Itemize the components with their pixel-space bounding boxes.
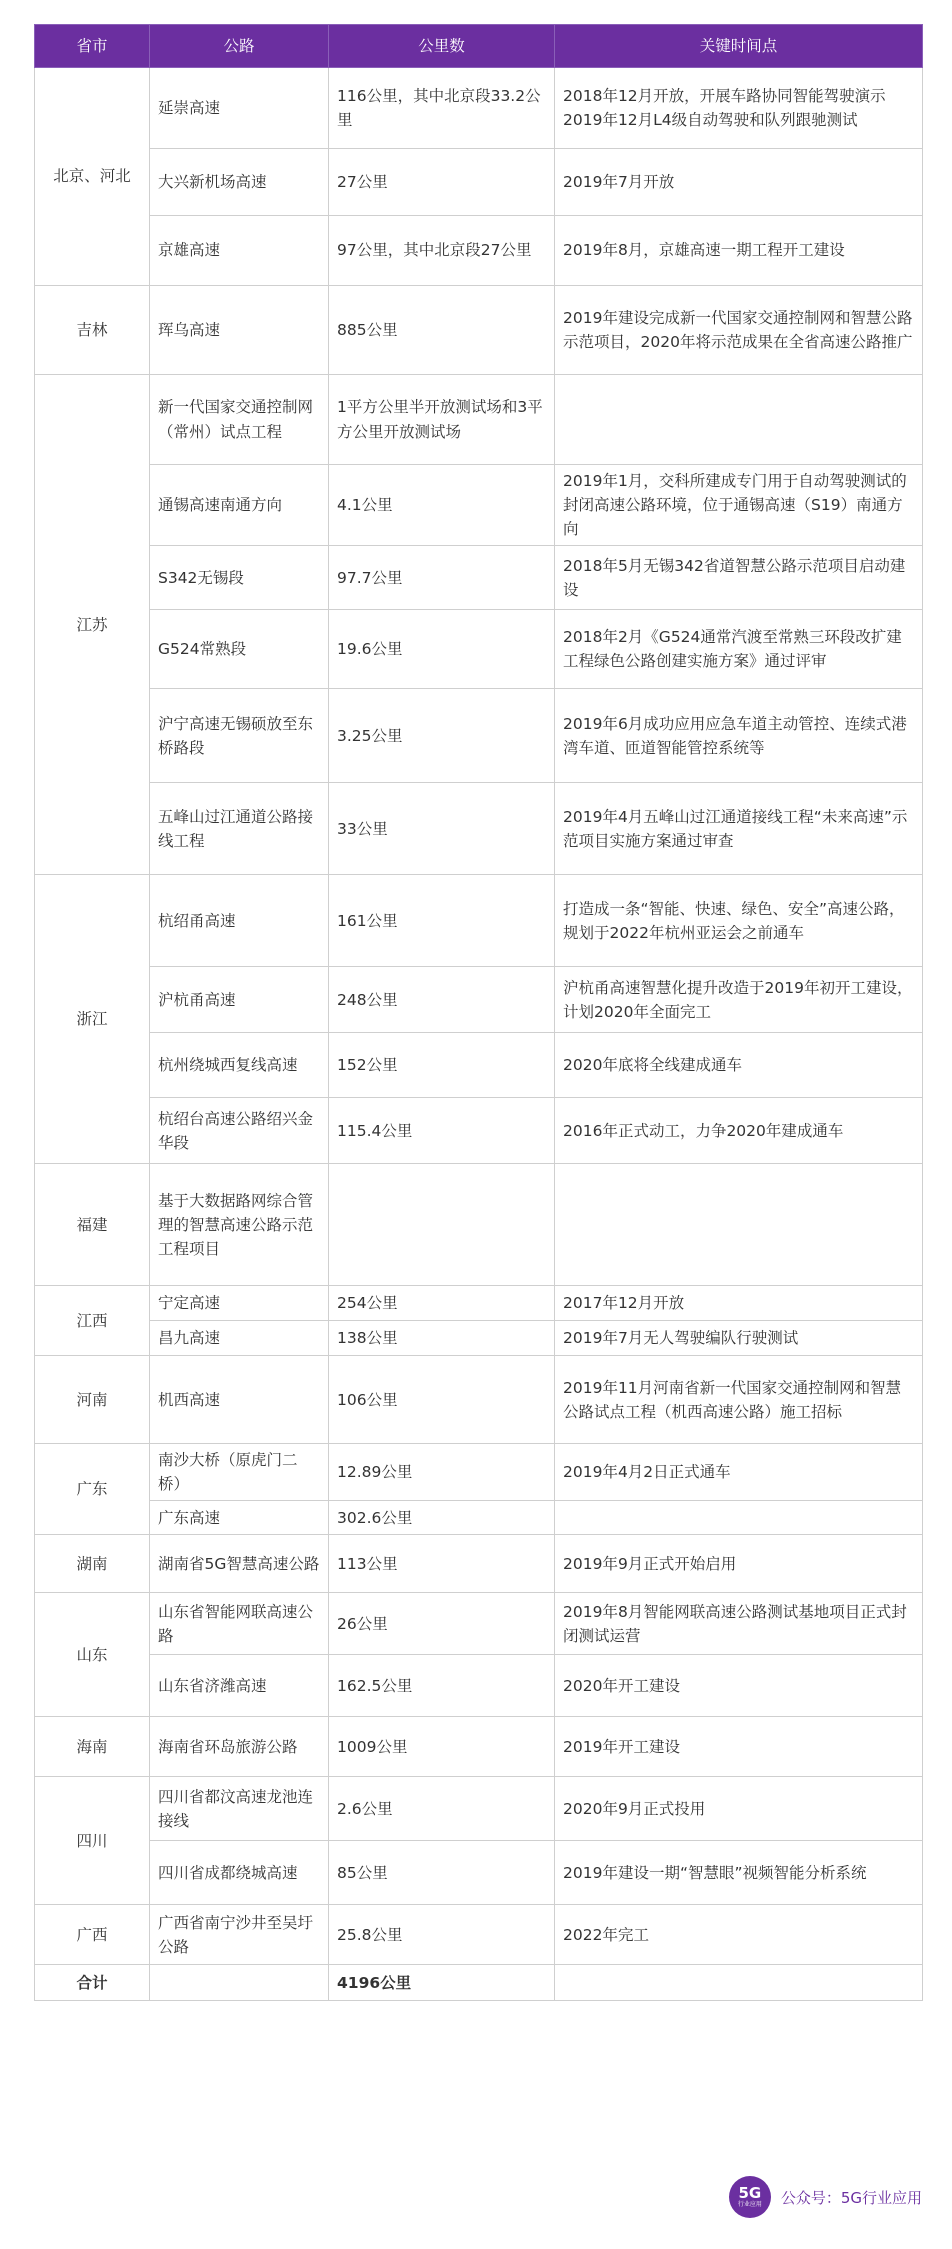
km-cell: 248公里: [329, 967, 555, 1033]
table-row: [35, 689, 923, 783]
road-cell: G524常熟段: [150, 610, 329, 689]
road-cell: 四川省都汶高速龙池连接线: [150, 1777, 329, 1841]
table-row: [35, 1905, 923, 1965]
header-time: 关键时间点: [555, 25, 923, 68]
table-row: [35, 216, 923, 286]
time-cell: 2018年5月无锡342省道智慧公路示范项目启动建设: [555, 546, 923, 610]
header-province: 省市: [35, 25, 150, 68]
table-row: [35, 546, 923, 610]
province-cell: 海南: [35, 1717, 150, 1777]
table-row: [35, 1321, 923, 1356]
province-cell: 吉林: [35, 286, 150, 375]
table-row: [35, 1356, 923, 1444]
time-cell: 2019年1月，交科所建成专门用于自动驾驶测试的封闭高速公路环境，位于通锡高速（S19）南通方向: [555, 465, 923, 546]
km-cell: 113公里: [329, 1535, 555, 1593]
road-cell: 山东省济潍高速: [150, 1655, 329, 1717]
province-cell: 湖南: [35, 1535, 150, 1593]
time-cell: 2020年9月正式投用: [555, 1777, 923, 1841]
road-cell: 杭州绕城西复线高速: [150, 1033, 329, 1098]
road-cell: 基于大数据路网综合管理的智慧高速公路示范工程项目: [150, 1164, 329, 1286]
province-cell: 广东: [35, 1444, 150, 1535]
km-cell: 12.89公里: [329, 1444, 555, 1501]
header-road: 公路: [150, 25, 329, 68]
table-row: [35, 783, 923, 875]
province-cell: 广西: [35, 1905, 150, 1965]
road-cell: 杭绍甬高速: [150, 875, 329, 967]
footer-brand: [729, 2176, 922, 2218]
table-row: [35, 1655, 923, 1717]
header-km: 公里数: [329, 25, 555, 68]
road-cell: 五峰山过江通道公路接线工程: [150, 783, 329, 875]
table-row: [35, 1286, 923, 1321]
road-cell: 京雄高速: [150, 216, 329, 286]
total-road-cell: [150, 1965, 329, 2001]
time-cell: [555, 375, 923, 465]
road-cell: 大兴新机场高速: [150, 149, 329, 216]
time-cell: 2019年8月智能网联高速公路测试基地项目正式封闭测试运营: [555, 1593, 923, 1655]
table-row: [35, 1164, 923, 1286]
km-cell: 85公里: [329, 1841, 555, 1905]
table-container: [34, 24, 922, 2001]
km-cell: 152公里: [329, 1033, 555, 1098]
km-cell: 2.6公里: [329, 1777, 555, 1841]
km-cell: 27公里: [329, 149, 555, 216]
table-row: [35, 68, 923, 149]
brand-logo: [729, 2176, 771, 2218]
road-cell: 沪杭甬高速: [150, 967, 329, 1033]
logo-main-text: 5G: [738, 2183, 762, 2202]
km-cell: 25.8公里: [329, 1905, 555, 1965]
road-cell: 延崇高速: [150, 68, 329, 149]
table-row: [35, 1777, 923, 1841]
province-cell: 福建: [35, 1164, 150, 1286]
table-row: [35, 1535, 923, 1593]
province-cell: 江苏: [35, 375, 150, 875]
table-row: [35, 1717, 923, 1777]
km-cell: 97.7公里: [329, 546, 555, 610]
total-row: [35, 1965, 923, 2001]
time-cell: 2017年12月开放: [555, 1286, 923, 1321]
road-cell: 珲乌高速: [150, 286, 329, 375]
time-cell: 2018年12月开放，开展车路协同智能驾驶演示 2019年12月L4级自动驾驶和队列跟驰测试: [555, 68, 923, 149]
km-cell: 302.6公里: [329, 1501, 555, 1535]
table-row: [35, 465, 923, 546]
km-cell: 138公里: [329, 1321, 555, 1356]
time-cell: 2018年2月《G524通常汽渡至常熟三环段改扩建工程绿色公路创建实施方案》通过评审: [555, 610, 923, 689]
table-header-row: [35, 25, 923, 68]
time-cell: 2019年6月成功应用应急车道主动管控、连续式港湾车道、匝道智能管控系统等: [555, 689, 923, 783]
road-cell: S342无锡段: [150, 546, 329, 610]
time-cell: 2019年8月，京雄高速一期工程开工建设: [555, 216, 923, 286]
km-cell: 1平方公里半开放测试场和3平方公里开放测试场: [329, 375, 555, 465]
table-row: [35, 1444, 923, 1501]
road-cell: 通锡高速南通方向: [150, 465, 329, 546]
road-cell: 山东省智能网联高速公路: [150, 1593, 329, 1655]
time-cell: 打造成一条“智能、快速、绿色、安全”高速公路，规划于2022年杭州亚运会之前通车: [555, 875, 923, 967]
time-cell: 2019年4月2日正式通车: [555, 1444, 923, 1501]
road-cell: 昌九高速: [150, 1321, 329, 1356]
road-cell: 沪宁高速无锡硕放至东桥路段: [150, 689, 329, 783]
table-row: [35, 286, 923, 375]
table-row: [35, 375, 923, 465]
table-row: [35, 1501, 923, 1535]
province-cell: 江西: [35, 1286, 150, 1356]
time-cell: 2020年开工建设: [555, 1655, 923, 1717]
time-cell: 2016年正式动工，力争2020年建成通车: [555, 1098, 923, 1164]
road-cell: 杭绍台高速公路绍兴金华段: [150, 1098, 329, 1164]
logo-sub-text: 行业应用: [737, 2200, 762, 2208]
total-time-cell: [555, 1965, 923, 2001]
time-cell: 2019年11月河南省新一代国家交通控制网和智慧公路试点工程（机西高速公路）施工招标: [555, 1356, 923, 1444]
time-cell: [555, 1501, 923, 1535]
km-cell: [329, 1164, 555, 1286]
time-cell: 2019年7月开放: [555, 149, 923, 216]
road-cell: 海南省环岛旅游公路: [150, 1717, 329, 1777]
table-row: [35, 967, 923, 1033]
km-cell: 4.1公里: [329, 465, 555, 546]
province-cell: 四川: [35, 1777, 150, 1905]
road-cell: 新一代国家交通控制网（常州）试点工程: [150, 375, 329, 465]
total-km-cell: 4196公里: [329, 1965, 555, 2001]
km-cell: 115.4公里: [329, 1098, 555, 1164]
time-cell: 2019年建设一期“智慧眼”视频智能分析系统: [555, 1841, 923, 1905]
table-row: [35, 1033, 923, 1098]
province-cell: 北京、河北: [35, 68, 150, 286]
table-row: [35, 1593, 923, 1655]
footer-account-text: 公众号：5G行业应用: [780, 2188, 922, 2207]
road-cell: 四川省成都绕城高速: [150, 1841, 329, 1905]
km-cell: 3.25公里: [329, 689, 555, 783]
road-cell: 宁定高速: [150, 1286, 329, 1321]
km-cell: 161公里: [329, 875, 555, 967]
km-cell: 97公里，其中北京段27公里: [329, 216, 555, 286]
time-cell: 2022年完工: [555, 1905, 923, 1965]
road-cell: 广西省南宁沙井至吴圩公路: [150, 1905, 329, 1965]
time-cell: 2019年7月无人驾驶编队行驶测试: [555, 1321, 923, 1356]
province-cell: 浙江: [35, 875, 150, 1164]
time-cell: 沪杭甬高速智慧化提升改造于2019年初开工建设，计划2020年全面完工: [555, 967, 923, 1033]
table-row: [35, 1098, 923, 1164]
km-cell: 33公里: [329, 783, 555, 875]
table-body: [35, 68, 923, 2001]
time-cell: 2019年开工建设: [555, 1717, 923, 1777]
total-label-cell: 合计: [35, 1965, 150, 2001]
smart-highway-table: [34, 24, 923, 2001]
km-cell: 254公里: [329, 1286, 555, 1321]
km-cell: 19.6公里: [329, 610, 555, 689]
road-cell: 机西高速: [150, 1356, 329, 1444]
km-cell: 162.5公里: [329, 1655, 555, 1717]
road-cell: 湖南省5G智慧高速公路: [150, 1535, 329, 1593]
time-cell: [555, 1164, 923, 1286]
road-cell: 广东高速: [150, 1501, 329, 1535]
km-cell: 116公里，其中北京段33.2公里: [329, 68, 555, 149]
table-row: [35, 610, 923, 689]
time-cell: 2019年9月正式开始启用: [555, 1535, 923, 1593]
km-cell: 26公里: [329, 1593, 555, 1655]
km-cell: 106公里: [329, 1356, 555, 1444]
time-cell: 2019年4月五峰山过江通道接线工程“未来高速”示范项目实施方案通过审查: [555, 783, 923, 875]
km-cell: 885公里: [329, 286, 555, 375]
province-cell: 山东: [35, 1593, 150, 1717]
time-cell: 2019年建设完成新一代国家交通控制网和智慧公路示范项目，2020年将示范成果在全省高速公路推广: [555, 286, 923, 375]
table-row: [35, 1841, 923, 1905]
table-row: [35, 149, 923, 216]
province-cell: 河南: [35, 1356, 150, 1444]
km-cell: 1009公里: [329, 1717, 555, 1777]
road-cell: 南沙大桥（原虎门二桥）: [150, 1444, 329, 1501]
table-row: [35, 875, 923, 967]
time-cell: 2020年底将全线建成通车: [555, 1033, 923, 1098]
